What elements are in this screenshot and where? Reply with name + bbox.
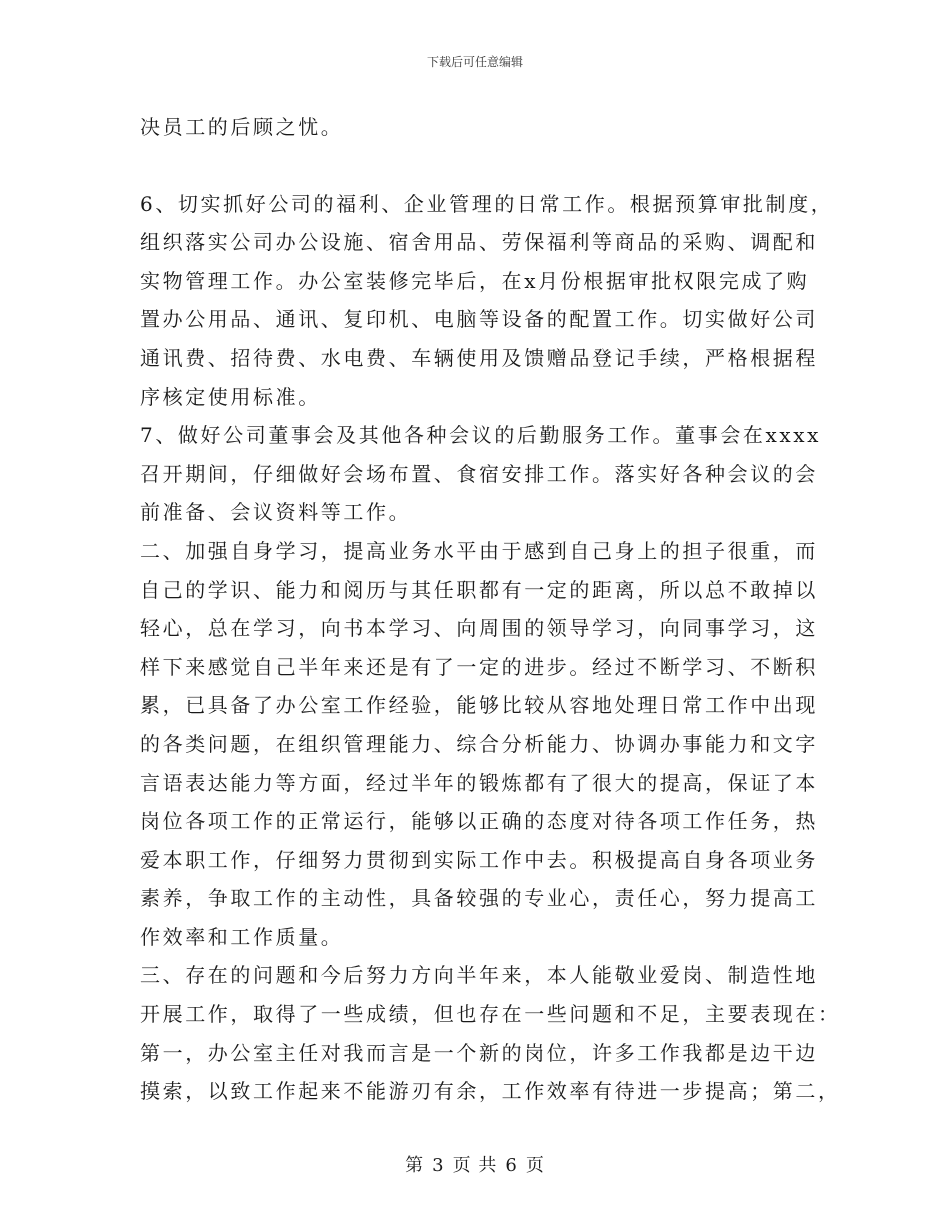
page-number-footer bbox=[0, 1155, 950, 1177]
body-line: 第一，办公室主任对我而言是一个新的岗位，许多工作我都是边干边 bbox=[140, 1040, 818, 1065]
page-header-note: 下载后可任意编辑 bbox=[426, 55, 523, 69]
body-line: 素养，争取工作的主动性，具备较强的专业心，责任心，努力提高工 bbox=[140, 886, 818, 911]
body-line: 岗位各项工作的正常运行，能够以正确的态度对待各项工作任务，热 bbox=[140, 809, 818, 834]
document-body bbox=[140, 108, 841, 1111]
page-footer-prefix: 第 bbox=[405, 1155, 425, 1176]
body-line: 作效率和工作质量。 bbox=[140, 924, 344, 949]
body-line: 的各类问题，在组织管理能力、综合分析能力、协调办事能力和文字 bbox=[140, 731, 818, 756]
body-line: 开展工作，取得了一些成绩，但也存在一些问题和不足，主要表现在： bbox=[140, 1002, 841, 1027]
body-line: 摸索，以致工作起来不能游刃有余，工作效率有待进一步提高；第二， bbox=[140, 1079, 841, 1104]
body-line: 序核定使用标准。 bbox=[140, 384, 321, 409]
body-line: 前准备、会议资料等工作。 bbox=[140, 500, 412, 525]
body-line: 通讯费、招待费、水电费、车辆使用及馈赠品登记手续，严格根据程 bbox=[140, 345, 818, 370]
body-line: 累，已具备了办公室工作经验，能够比较从容地处理日常工作中出现 bbox=[140, 693, 818, 718]
body-line: 6、切实抓好公司的福利、企业管理的日常工作。根据预算审批制度， bbox=[140, 191, 834, 216]
body-line: 置办公用品、通讯、复印机、电脑等设备的配置工作。切实做好公司 bbox=[140, 307, 818, 332]
body-line: 7、做好公司董事会及其他各种会议的后勤服务工作。董事会在xxxx bbox=[140, 423, 822, 448]
page-current-number: 3 bbox=[432, 1155, 445, 1176]
body-line: 实物管理工作。办公室装修完毕后，在x月份根据审批权限完成了购 bbox=[140, 268, 810, 293]
body-line: 自己的学识、能力和阅历与其任职都有一定的距离，所以总不敢掉以 bbox=[140, 577, 818, 602]
body-line: 决员工的后顾之忧。 bbox=[140, 115, 344, 139]
body-line: 召开期间，仔细做好会场布置、食宿安排工作。落实好各种会议的会 bbox=[140, 461, 818, 486]
body-line: 爱本职工作，仔细努力贯彻到实际工作中去。积极提高自身各项业务 bbox=[140, 847, 818, 872]
body-line: 轻心，总在学习，向书本学习、向周围的领导学习，向同事学习，这 bbox=[140, 616, 818, 641]
body-line: 三、存在的问题和今后努力方向半年来，本人能敬业爱岗、制造性地 bbox=[140, 963, 818, 988]
page-footer-suffix: 页 bbox=[525, 1155, 545, 1176]
page-footer-middle: 页 共 bbox=[452, 1155, 498, 1176]
paragraph-gap bbox=[140, 147, 820, 185]
body-line: 二、加强自身学习，提高业务水平由于感到自己身上的担子很重，而 bbox=[140, 538, 818, 563]
body-line: 样下来感觉自己半年来还是有了一定的进步。经过不断学习、不断积 bbox=[140, 654, 818, 679]
page-total-number: 6 bbox=[505, 1155, 518, 1176]
body-line: 言语表达能力等方面，经过半年的锻炼都有了很大的提高，保证了本 bbox=[140, 770, 818, 795]
body-line: 组织落实公司办公设施、宿舍用品、劳保福利等商品的采购、调配和 bbox=[140, 230, 818, 255]
